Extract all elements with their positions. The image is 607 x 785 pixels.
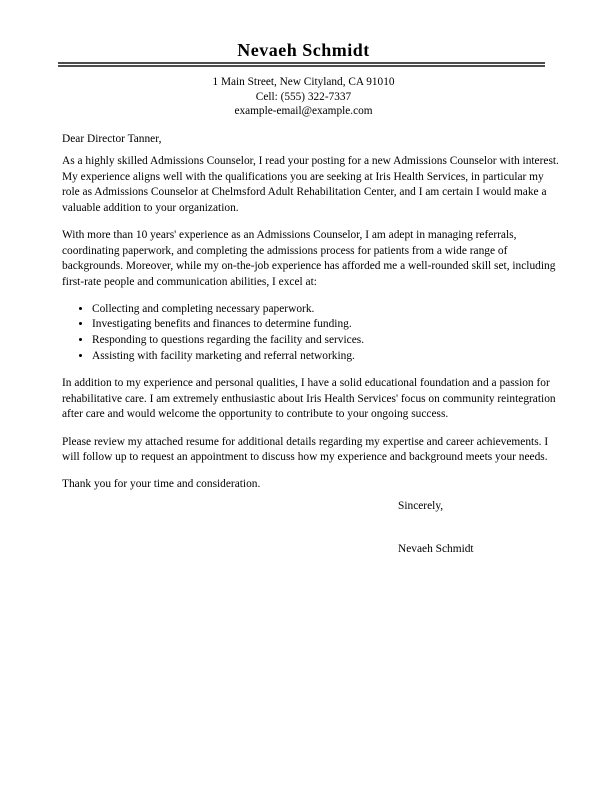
signature-name: Nevaeh Schmidt [398,543,474,556]
list-item: • Investigating benefits and finances to determine funding. [92,317,562,333]
list-item: • Assisting with facility marketing and referral networking. [92,349,562,365]
paragraph-intro: As a highly skilled Admissions Counselor, I read your posting for a new Admissions Counselor with interest. My experience aligns well with the qualifications you are seeking at Iris Health Services, in particular my role as Admissions Counselor at Chelmsford Adult Rehabilitation Center, and I am certain I would make a valuable addition to your organization. [62,155,559,214]
contact-address: 1 Main Street, New Cityland, CA 91010 [212,76,395,88]
paragraph-experience: With more than 10 years' experience as an Admissions Counselor, I am adept in managing referrals, coordinating paperwork, and completing the admissions process for patients from a wide range of backgrounds. Moreover, while my on-the-job experience has afforded me a well-rounded skill set, including first-rate people and communication abilities, I excel at: [62,228,556,288]
paragraph-thanks: Thank you for your time and consideration. [62,478,261,491]
page-title: Nevaeh Schmidt [237,40,370,60]
sign-off: Sincerely, [398,499,444,512]
salutation: Dear Director Tanner, [62,132,162,145]
skills-list [62,302,562,364]
list-item: • Responding to questions regarding the facility and services. [92,333,562,349]
letter-body [62,132,562,558]
contact-block [0,75,607,119]
list-item: • Collecting and completing necessary paperwork. [92,302,562,318]
contact-phone: Cell: (555) 322-7337 [255,90,352,103]
paragraph-resume: Please review my attached resume for additional details regarding my expertise and career achievements. I will follow up to request an appointment to discuss how my experience and background meets your needs. [62,435,549,464]
header-divider [58,62,545,67]
letter-header [0,40,607,119]
signature-block [398,499,562,558]
paragraph-education: In addition to my experience and personal qualities, I have a solid educational foundation and a passion for rehabilitative care. I am extremely enthusiastic about Iris Health Services' focus on community reintegration after care and would welcome the opportunity to contribute to your ongoing success. [62,377,556,421]
contact-email: example-email@example.com [234,105,373,117]
